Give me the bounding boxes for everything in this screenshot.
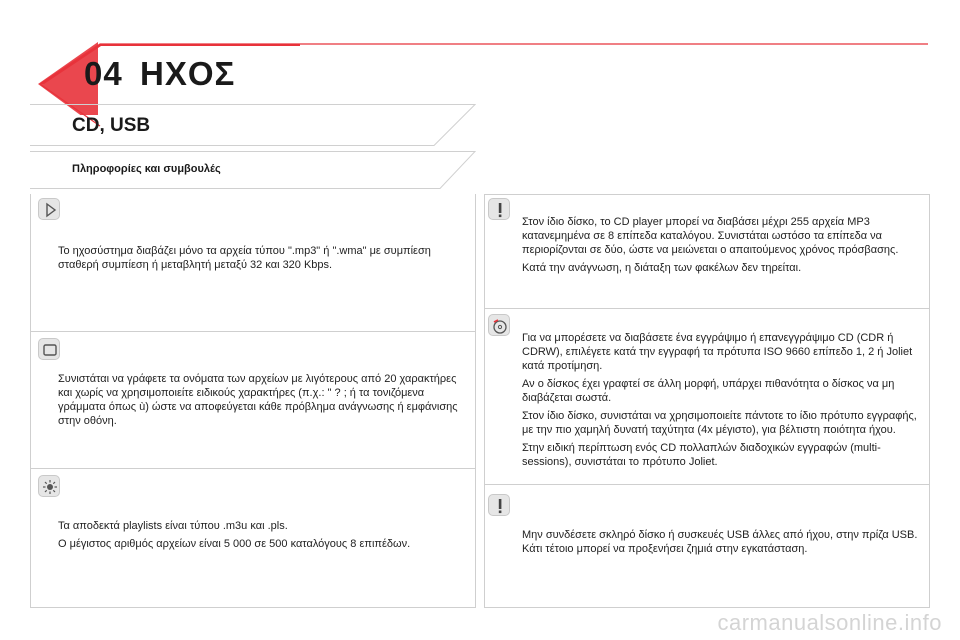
- watermark: carmanualsonline.info: [717, 610, 942, 635]
- right-divider-1: [484, 308, 930, 309]
- left-block-2-text: [58, 372, 458, 432]
- note-icon: [38, 338, 60, 360]
- left-divider-1: [30, 331, 476, 332]
- section-title: CD, USB: [72, 115, 151, 136]
- warning-icon: [488, 198, 510, 220]
- paragraph: Τα αποδεκτά playlists είναι τύπου .m3u και .pls.: [58, 520, 288, 532]
- paragraph: Στον ίδιο δίσκο, συνιστάται να χρησιμοποιείτε πάντοτε το ίδιο πρότυπο εγγραφής, με την πιο χαμηλή δυνατή ταχύτητα (4x μέγιστο), για βέλτιστη ποιότητα ήχου.: [522, 410, 917, 436]
- sun-icon: [38, 475, 60, 497]
- paragraph: Το ηχοσύστημα διαβάζει μόνο τα αρχεία τύπου ".mp3" ή ".wma" με συμπίεση σταθερή συμπίεση ή μεταβλητή μεταξύ 32 και 320 Kbps.: [58, 245, 431, 271]
- paragraph: Συνιστάται να γράφετε τα ονόματα των αρχείων με λιγότερους από 20 χαρακτήρες και χωρίς να χρησιμοποιείτε ειδικούς χαρακτήρες (π.χ.: " ? ; ή τα τονιζόμενα γράμματα όπως ù) ώστε να αποφεύγεται κάθε πρόβλημα ανάγνωσης ή εμφάνισης στην οθόνη.: [58, 373, 458, 427]
- left-block-1-text: [58, 244, 458, 276]
- paragraph: Στον ίδιο δίσκο, το CD player μπορεί να διαβάσει μέχρι 255 αρχεία MP3 κατανεμημένα σε 8 επίπεδα καταλόγου. Συνιστάται ωστόσο τα επίπεδα να περιορίζονται σε δύο, ώστε να μειώνεται ο απαιτούμενος χρόνος πρόσβασης.: [522, 216, 899, 256]
- right-block-2-text: [522, 331, 927, 473]
- right-block-1-text: [522, 215, 920, 279]
- paragraph: Στην ειδική περίπτωση ενός CD πολλαπλών διαδοχικών εγγραφών (multi-sessions), συνιστάται το πρότυπο Joliet.: [522, 442, 881, 468]
- chapter-number: 04: [84, 55, 123, 92]
- play-icon: [38, 198, 60, 220]
- left-block-3-text: [58, 519, 458, 555]
- right-divider-2: [484, 484, 930, 485]
- right-block-3-text: [522, 528, 920, 560]
- disc-icon: [488, 314, 510, 336]
- paragraph: Ο μέγιστος αριθμός αρχείων είναι 5 000 σε 500 καταλόγους 8 επιπέδων.: [58, 538, 411, 550]
- paragraph: Κατά την ανάγνωση, η διάταξη των φακέλων δεν τηρείται.: [522, 262, 802, 274]
- paragraph: Μην συνδέσετε σκληρό δίσκο ή συσκευές USB άλλες από ήχου, στην πρίζα USB. Κάτι τέτοιο μπορεί να προξενήσει ζημιά στην εγκατάσταση.: [522, 529, 918, 555]
- section-subtitle: Πληροφορίες και συμβουλές: [72, 163, 221, 175]
- left-divider-2: [30, 468, 476, 469]
- paragraph: Αν ο δίσκος έχει γραφτεί σε άλλη μορφή, υπάρχει πιθανότητα ο δίσκος να μη διαβάζεται σωστά.: [522, 378, 895, 404]
- paragraph: Για να μπορέσετε να διαβάσετε ένα εγγράψιμο ή επανεγγράψιμο CD (CDR ή CDRW), επιλέγετε κατά την εγγραφή τα πρότυπα ISO 9660 επίπεδο 1, 2 ή Joliet κατά προτίμηση.: [522, 332, 913, 372]
- chapter-title: ΗΧΟΣ: [140, 55, 236, 92]
- warning-icon: [488, 494, 510, 516]
